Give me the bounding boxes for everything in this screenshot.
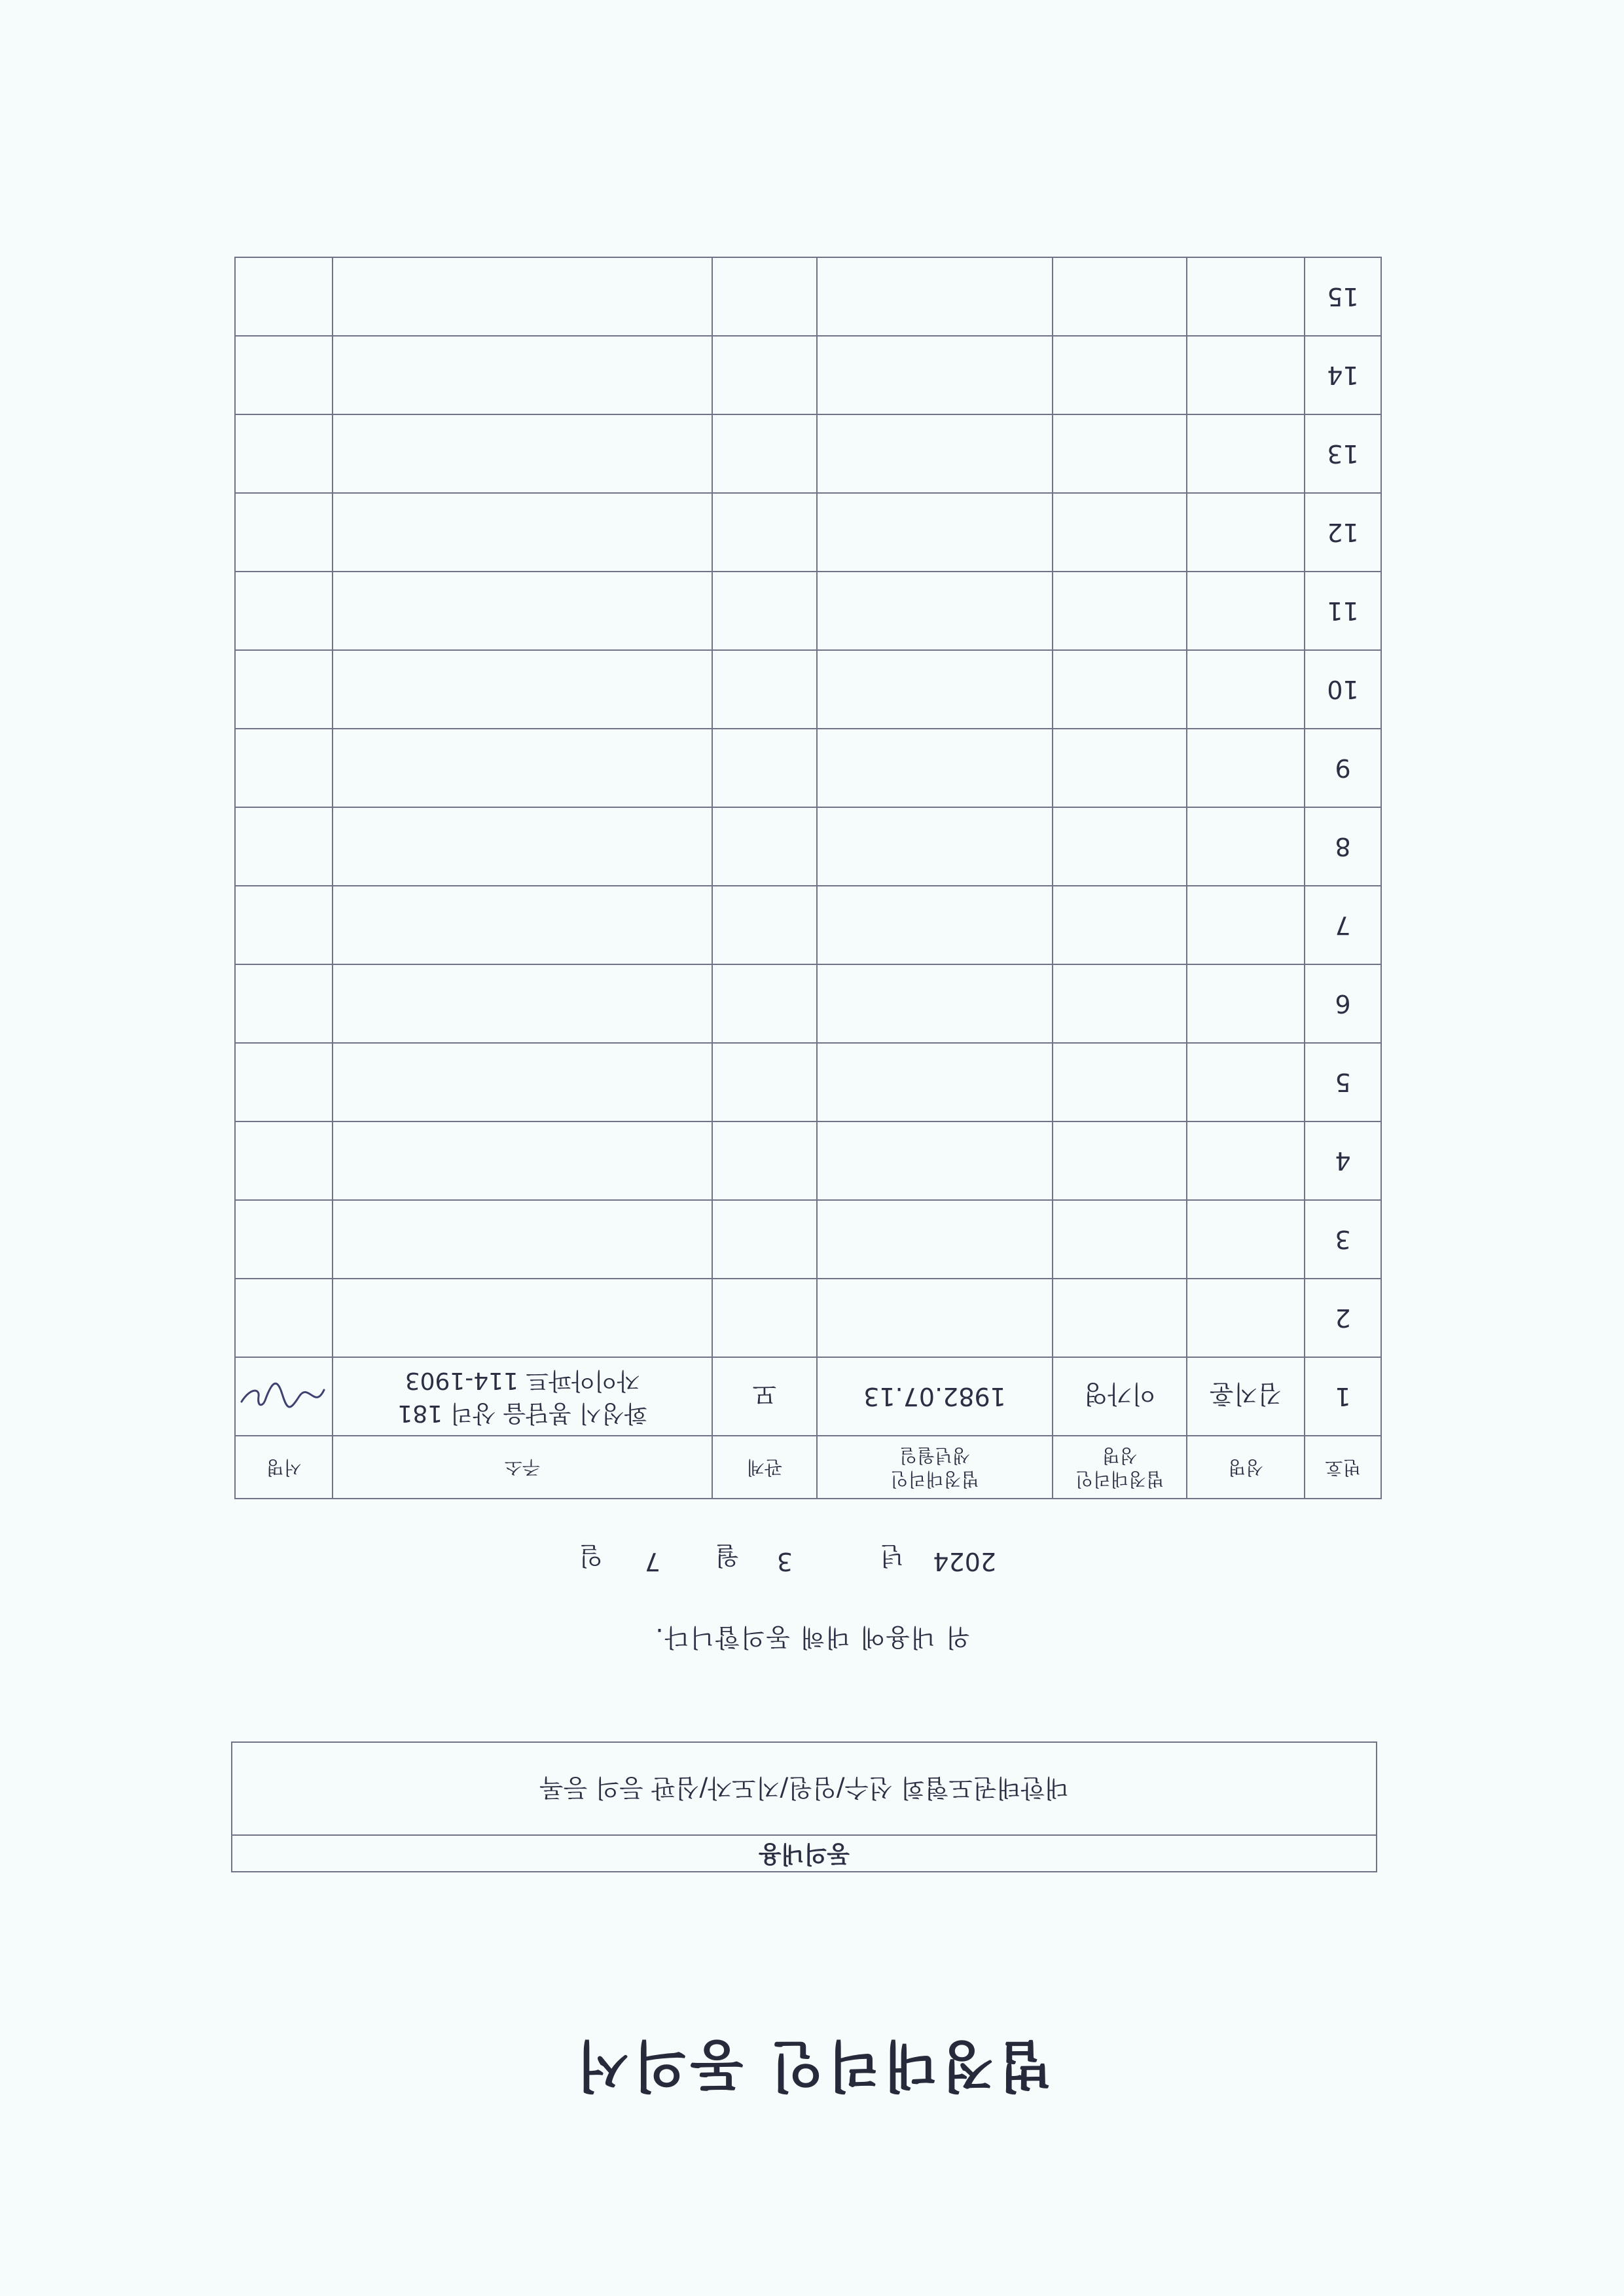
agreement-statement: 위 내용에 대해 동의합니다. (654, 1623, 970, 1652)
cell-guardian-name (1053, 1121, 1187, 1200)
header-guardian-birth-line1: 법정대리인 (890, 1468, 979, 1490)
cell-relation (712, 1043, 817, 1121)
cell-guardian-name (1053, 414, 1187, 493)
cell-name (1187, 1279, 1305, 1357)
cell-name: 김지훈 (1187, 1357, 1305, 1436)
cell-guardian-birth (817, 572, 1053, 650)
cell-signature (235, 886, 333, 964)
header-signature: 서명 (235, 1436, 333, 1499)
cell-no: 7 (1305, 886, 1381, 964)
cell-name (1187, 493, 1305, 572)
cell-no: 2 (1305, 1279, 1381, 1357)
cell-guardian-name (1053, 729, 1187, 807)
cell-guardian-birth (817, 1200, 1053, 1279)
header-guardian-name-line2: 성명 (1102, 1445, 1138, 1467)
document-title: 법정대리인 동의서 (572, 2033, 1052, 2098)
cell-guardian-name (1053, 1279, 1187, 1357)
cell-no: 8 (1305, 807, 1381, 886)
header-guardian-birth (817, 1436, 1053, 1499)
cell-guardian-name (1053, 257, 1187, 336)
date-month-unit: 월 (715, 1541, 739, 1570)
cell-no: 11 (1305, 572, 1381, 650)
cell-relation (712, 414, 817, 493)
cell-guardian-name (1053, 1043, 1187, 1121)
cell-address (333, 257, 712, 336)
header-guardian-name (1053, 1436, 1187, 1499)
cell-relation (712, 1121, 817, 1200)
cell-no: 6 (1305, 964, 1381, 1043)
cell-guardian-name (1053, 964, 1187, 1043)
cell-no: 12 (1305, 493, 1381, 572)
cell-guardian-birth (817, 336, 1053, 414)
cell-relation (712, 964, 817, 1043)
cell-guardian-birth (817, 886, 1053, 964)
date-year-unit: 년 (880, 1541, 904, 1570)
cell-guardian-name (1053, 1200, 1187, 1279)
handwritten-signature (236, 1377, 328, 1416)
consent-body: 대한태권도협회 선수/임원/지도자/심판 등의 등록 (539, 1774, 1069, 1802)
cell-guardian-birth (817, 807, 1053, 886)
cell-no: 5 (1305, 1043, 1381, 1121)
cell-signature (235, 1200, 333, 1279)
cell-address (333, 1279, 712, 1357)
cell-name (1187, 650, 1305, 729)
cell-guardian-name (1053, 572, 1187, 650)
cell-name (1187, 336, 1305, 414)
table-row (235, 414, 1381, 493)
cell-guardian-name (1053, 886, 1187, 964)
cell-guardian-name (1053, 650, 1187, 729)
header-name: 성명 (1187, 1436, 1305, 1499)
cell-no: 15 (1305, 257, 1381, 336)
header-no: 번호 (1305, 1436, 1381, 1499)
cell-name (1187, 257, 1305, 336)
cell-signature (235, 414, 333, 493)
cell-guardian-birth (817, 257, 1053, 336)
cell-relation (712, 1279, 817, 1357)
guardian-table (234, 257, 1382, 1499)
cell-guardian-birth (817, 1121, 1053, 1200)
cell-guardian-birth (817, 964, 1053, 1043)
table-row (235, 1043, 1381, 1121)
cell-name (1187, 1200, 1305, 1279)
cell-signature (235, 650, 333, 729)
cell-address-line1: 화성시 봉담읍 상리 181 (397, 1400, 647, 1427)
cell-guardian-birth (817, 650, 1053, 729)
cell-relation (712, 572, 817, 650)
date-month: 3 (776, 1547, 793, 1576)
cell-signature (235, 572, 333, 650)
cell-signature (235, 1043, 333, 1121)
cell-signature (235, 1121, 333, 1200)
date-line (0, 1543, 1624, 1576)
consent-header: 동의내용 (232, 1834, 1376, 1871)
table-row (235, 493, 1381, 572)
cell-relation (712, 650, 817, 729)
cell-signature (235, 257, 333, 336)
table-row (235, 807, 1381, 886)
cell-guardian-birth (817, 729, 1053, 807)
cell-name (1187, 572, 1305, 650)
table-row (235, 336, 1381, 414)
header-address: 주소 (333, 1436, 712, 1499)
cell-guardian-birth (817, 1279, 1053, 1357)
cell-address (333, 807, 712, 886)
table-row (235, 964, 1381, 1043)
cell-no: 4 (1305, 1121, 1381, 1200)
cell-guardian-name (1053, 336, 1187, 414)
table-row (235, 572, 1381, 650)
cell-guardian-birth: 1982.07.13 (817, 1357, 1053, 1436)
cell-guardian-birth (817, 1043, 1053, 1121)
cell-no: 9 (1305, 729, 1381, 807)
cell-relation (712, 1200, 817, 1279)
cell-address (333, 1043, 712, 1121)
cell-no: 13 (1305, 414, 1381, 493)
cell-guardian-birth (817, 493, 1053, 572)
table-row (235, 1121, 1381, 1200)
cell-signature (235, 807, 333, 886)
cell-name (1187, 729, 1305, 807)
cell-no: 3 (1305, 1200, 1381, 1279)
cell-address-line2: 자이아파트 114-1903 (405, 1367, 640, 1394)
date-day-unit: 일 (579, 1541, 603, 1570)
table-row (235, 1279, 1381, 1357)
date-year: 2024 (933, 1547, 996, 1576)
cell-name (1187, 1121, 1305, 1200)
cell-no: 10 (1305, 650, 1381, 729)
cell-address (333, 572, 712, 650)
cell-address (333, 964, 712, 1043)
cell-address (333, 414, 712, 493)
table-row (235, 1200, 1381, 1279)
consent-section (231, 1741, 1377, 1872)
cell-address (333, 729, 712, 807)
cell-relation: 모 (712, 1357, 817, 1436)
cell-guardian-name (1053, 807, 1187, 886)
cell-signature (235, 1357, 333, 1436)
header-relation: 관계 (712, 1436, 817, 1499)
header-guardian-birth-line2: 생년월일 (899, 1445, 971, 1467)
table-row (235, 257, 1381, 336)
table-row (235, 650, 1381, 729)
cell-guardian-name (1053, 493, 1187, 572)
cell-address (333, 493, 712, 572)
cell-relation (712, 729, 817, 807)
cell-guardian-name: 이가영 (1053, 1357, 1187, 1436)
cell-address (333, 336, 712, 414)
cell-name (1187, 964, 1305, 1043)
header-guardian-name-line1: 법정대리인 (1075, 1468, 1164, 1490)
cell-signature (235, 493, 333, 572)
cell-address (333, 1121, 712, 1200)
table-row (235, 886, 1381, 964)
cell-no: 1 (1305, 1357, 1381, 1436)
cell-address (333, 650, 712, 729)
cell-relation (712, 886, 817, 964)
cell-address (333, 1200, 712, 1279)
cell-name (1187, 1043, 1305, 1121)
table-header-row (235, 1436, 1381, 1499)
cell-address (333, 886, 712, 964)
table-row (235, 729, 1381, 807)
cell-address (333, 1357, 712, 1436)
cell-signature (235, 1279, 333, 1357)
cell-relation (712, 807, 817, 886)
cell-no: 14 (1305, 336, 1381, 414)
cell-name (1187, 886, 1305, 964)
cell-guardian-birth (817, 414, 1053, 493)
cell-name (1187, 807, 1305, 886)
table-row (235, 1357, 1381, 1436)
cell-signature (235, 729, 333, 807)
cell-relation (712, 257, 817, 336)
date-day: 7 (644, 1547, 660, 1576)
cell-signature (235, 336, 333, 414)
cell-relation (712, 336, 817, 414)
cell-signature (235, 964, 333, 1043)
cell-relation (712, 493, 817, 572)
cell-name (1187, 414, 1305, 493)
